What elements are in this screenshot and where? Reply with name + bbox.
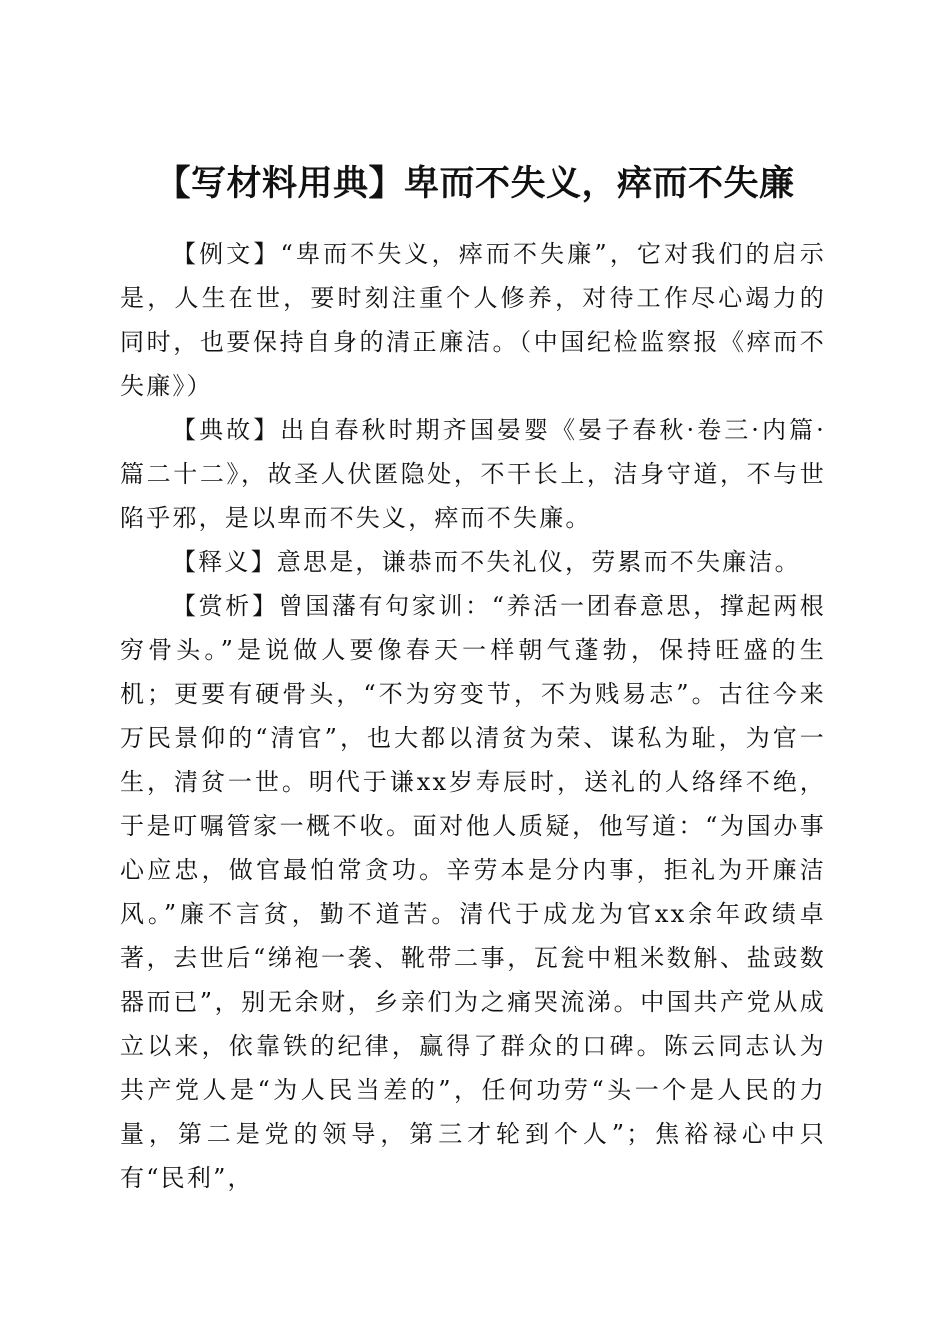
paragraph-meaning: 【释义】意思是，谦恭而不失礼仪，劳累而不失廉洁。 xyxy=(172,548,801,576)
document-title: 【写材料用典】卑而不失义，瘁而不失廉 xyxy=(155,163,795,205)
paragraph-appreciation: 【赏析】曾国藩有句家训：“养活一团春意思，撑起两根穷骨头。”是说做人要像春天一样朝气蓬勃，保持旺盛的生机；更要有硬骨头，“不为穷变节，不为贱易志”。古往今来万民景仰的“清官”，也大都以清贫为荣、谋私为耻，为官一生，清贫一世。明代于谦xx岁寿辰时，送礼的人络绎不绝，于是叮嘱管家一概不收。面对他人质疑，他写道：“为国办事心应忠，做官最怕常贪功。辛劳本是分内事，拒礼为开廉洁风。”廉不言贫，勤不道苦。清代于成龙为官xx余年政绩卓著，去世后“绨袍一袭、靴带二事，瓦瓮中粗米数斛、盐豉数器而已”，别无余财，乡亲们为之痛哭流涕。中国共产党从成立以来，依靠铁的纪律，赢得了群众的口碑。陈云同志认为共产党人是“为人民当差的”，任何功劳“头一个是人民的力量，第二是党的领导，第三才轮到个人”；焦裕禄心中只有“民利”， xyxy=(120,592,826,1192)
document-body xyxy=(120,232,826,1200)
paragraph-origin: 【典故】出自春秋时期齐国晏婴《晏子春秋·卷三·内篇·篇二十二》，故圣人伏匿隐处，不干长上，洁身守道，不与世陷乎邪，是以卑而不失义，瘁而不失廉。 xyxy=(120,416,826,532)
paragraph-example: 【例文】“卑而不失义，瘁而不失廉”，它对我们的启示是，人生在世，要时刻注重个人修养，对待工作尽心竭力的同时，也要保持自身的清正廉洁。（中国纪检监察报《瘁而不失廉》） xyxy=(120,240,826,400)
